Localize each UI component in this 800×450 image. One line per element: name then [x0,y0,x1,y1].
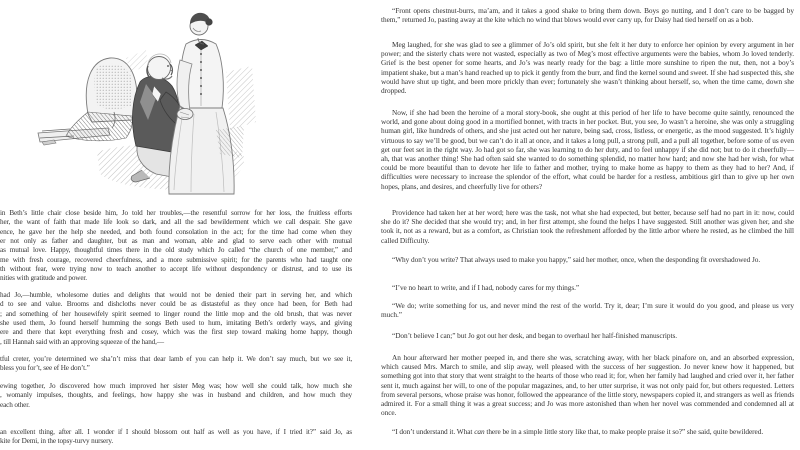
right-paragraph [381,301,794,319]
text-line: me with fresh courage, recovered cheerfulness, and a more submissive spirit; for the parents who had taught one [0,255,352,264]
text-line: , till Hannah said with an approving squeeze of the hand,— [0,337,164,346]
text-segment: “I don’t understand it. What [392,427,475,436]
right-paragraph [381,6,794,24]
text-line: kite for Demi, in the topsy-turvy nursery. [0,437,114,446]
right-paragraph [381,283,794,292]
text-line: ; and something of her housewifely spirit seemed to linger round the little mop and the old brush, that was never [0,309,352,318]
right-paragraph [381,255,794,264]
text-segment: An hour afterward her mother peeped in, and there she was, scratching away, with her black pinafore on, and an absorbed expression, which caused Mrs. March to smile, and slip away, well pleased with the success of her suggestion. Jo never knew how it happened, but something got into that story that went straight to the hearts of those who read it; for, when her family had laughed and cried over it, her father sent it, much against her will, to one of the popular magazines, and, to her utter surprise, it was not only paid for, but others requested. Letters from several persons, whose praise was honor, followed the appearance of the little story, newspapers copied it, and strangers as well as friends admired it. For a small thing it was a great success; and Jo was more astonished than when her novel was commended and condemned all at once. [381,353,794,418]
text-line: ere and there that kept everything fresh and cosey, which was the first step toward making home happy, though [0,328,352,337]
left-paragraph [0,355,352,374]
text-line: had Jo,—humble, wholesome duties and delights that would not be denied their part in serving her, and which [0,291,352,299]
text-line: er not only as father and daughter, but as man and woman, able and glad to serve each other with mutual [0,236,352,245]
text-segment: Now, if she had been the heroine of a moral story-book, she ought at this period of her life to have become quite saintly, renounced the world, and gone about doing good in a mortified bonnet, with tracts in her pocket. But, you see, Jo wasn’t a heroine, she was only a struggling human girl, like hundreds of others, and she just acted out her nature, being sad, cross, listless, or energetic, as the mood suggested. It’s highly virtuous to say we’ll be good, but we can’t do it all at once, and it takes a long pull, a strong pull, and a pull all together, before some of us even get our feet set in the right way. Jo had got so far, she was learning to do her duty, and to feel unhappy if she did not; but to do it cheerfully—ah, that was another thing! She had often said she wanted to do something splendid, no matter how hard; and now she had her wish, for what could be more beautiful than to devote her life to father and mother, trying to make home as happy to them as they had to her? And, if difficulties were necessary to increase the splendor of the effort, what could be harder for a restless, ambitious girl than to give up her own hopes, plans, and desires, and cheerfully live for others? [381,108,794,191]
text-segment: Providence had taken her at her word; here was the task, not what she had expected, but better, because self had no part in it: now, could she do it? She decided that she would try; and, in her first attempt, she found the helps I have suggested. Still another was given her, and she took it, not as a reward, but as a comfort, as Christian took the refreshment afforded by the little arbor where he rested, as he climbed the hill called Difficulty. [381,208,794,245]
right-paragraph [381,208,794,245]
background-hatching [126,50,148,72]
left-paragraph [0,428,352,447]
right-paragraph [381,353,794,417]
right-paragraph [381,40,794,95]
right-paragraph [381,427,794,436]
text-segment: “We do; write something for us, and never mind the rest of the world. Try it, dear; I’m sure it would do you good, and please us very much.” [381,301,794,320]
text-line: an excellent thing, after all. I wonder if I should blossom out half as well as you have, if I tried it?” said Jo, as [0,428,352,436]
text-line: as mutual love. Happy, thoughtful times there in the old study which Jo called “the church of one member,” and [0,246,352,255]
left-paragraph [0,209,352,284]
right-paragraph [381,331,794,340]
text-line: bless you for’t, see ef He don’t.” [0,364,90,373]
text-line: in Beth’s little chair close beside him, Jo told her troubles,—the resentful sorrow for her loss, the fruitless efforts [0,209,352,217]
text-line: each other. [0,400,30,409]
left-paragraph [0,291,352,347]
father-and-jo-illustration-icon [30,2,262,198]
text-line: th without fear, were trying now to teach another to accept life without despondency or distrust, and to use its [0,264,352,273]
text-line: tful creter, you’re determined we sha’n’t miss that dear lamb ef you can help it. We don’t say much, but we see it, [0,355,352,363]
text-segment: there be in a simple little story like that, to make people praise it so?” she said, quite bewildered. [484,427,764,436]
text-line: her, the want of faith that made life look so dark, and all the sad bewilderment which we call despair. She gave [0,218,352,227]
text-segment: Meg laughed, for she was glad to see a glimmer of Jo’s old spirit, but she felt it her duty to enforce her opinion by every argument in her power; and the sisterly chats were not wasted, especially as two of Meg’s most effective arguments were the babies, whom Jo loved tenderly. Grief is the best opener for some hearts, and Jo’s was nearly ready for the bag: a little more sunshine to ripen the nut, then, not a boy’s impatient shake, but a man’s hand reached up to pick it gently from the burr, and find the kernel sound and sweet. If she had suspected this, she would have shut up tight, and been more prickly than ever; fortunately she wasn’t thinking about herself, so, when the time came, down she dropped. [381,40,794,96]
left-paragraph [0,382,352,410]
text-segment: can [474,427,485,436]
text-line: nities with gratitude and power. [0,274,87,283]
background-hatching [226,66,256,130]
left-page [0,0,356,450]
right-page-text-column [381,0,795,450]
text-segment: “Front opens chestnut-burrs, ma’am, and it takes a good shake to bring them down. Boys go nutting, and I don’t care to be bagged by them,” returned Jo, pasting away at the kite which no wind that blows would ever carry up, for Daisy had tied herself on as a bob. [381,6,794,25]
text-segment: “Don’t believe I can;” but Jo got out her desk, and began to overhaul her half-finished manuscripts. [392,331,678,340]
text-line: d to see and value. Brooms and dishcloths never could be as distasteful as they once had been, for Beth had [0,300,352,309]
text-line: she used them, Jo found herself humming the songs Beth used to hum, imitating Beth’s orderly ways, and giving [0,318,352,327]
right-paragraph [381,108,794,191]
text-segment: “I’ve no heart to write, and if I had, nobody cares for my things.” [392,283,580,292]
text-line: ewing together, Jo discovered how much improved her sister Meg was; how well she could talk, how much she [0,382,352,390]
text-segment: “Why don’t you write? That always used to make you happy,” said her mother, once, when the desponding fit overshadowed Jo. [392,255,761,264]
text-line: , womanly impulses, thoughts, and feelings, how happy she was in husband and children, and how much they [0,391,352,400]
text-line: ence, he gave her the help she needed, and both found consolation in the act; for the time had come when they [0,227,352,236]
background-hatching [216,126,244,158]
draped-chair [66,58,137,141]
